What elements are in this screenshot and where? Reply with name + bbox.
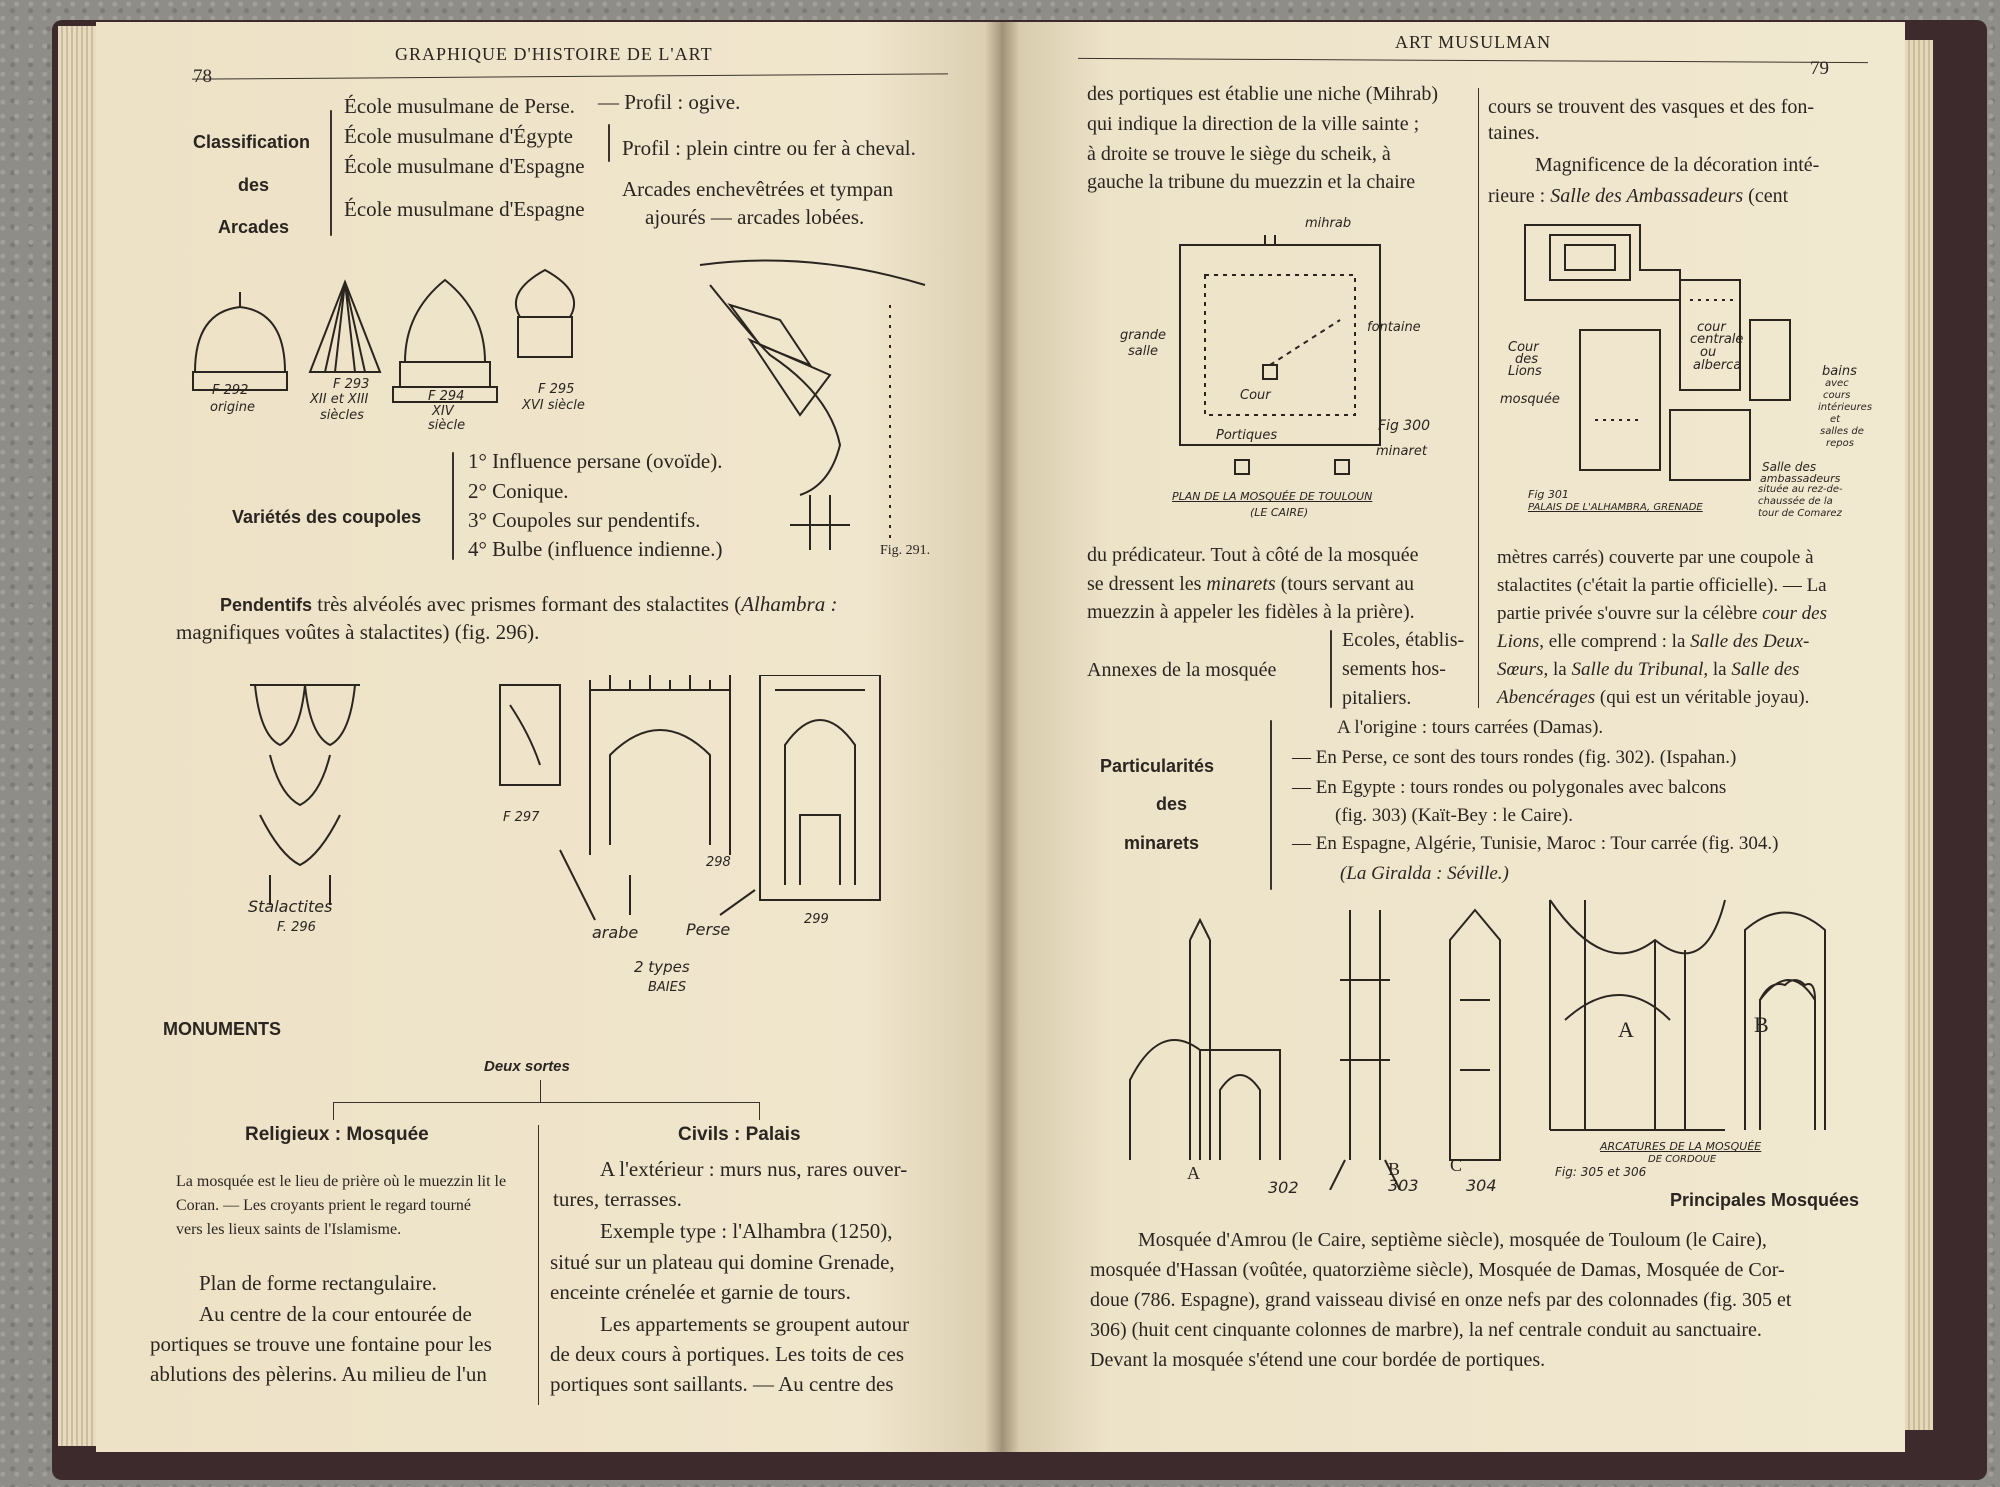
annexes-item-1: Ecoles, établis- (1342, 629, 1465, 651)
right-column-divider (1478, 88, 1479, 708)
plan300-portiques: Portiques (1216, 428, 1278, 443)
profile-4: ajourés — arcades lobées. (645, 205, 865, 229)
plan300-minaret: minaret (1376, 444, 1427, 459)
stalactites-bays-sketch (240, 675, 900, 945)
col2-mid-5c: Salle du Tribunal (1571, 659, 1704, 680)
col1-mid-2a: se dressent les (1087, 573, 1207, 595)
plan301-avec: avec (1825, 378, 1849, 389)
closing-4: 306) (huit cent cinquante colonnes de marbre), la nef centrale conduit au sanctuaire. (1090, 1319, 1762, 1341)
plan301-caption: PALAIS DE L'ALHAMBRA, GRENADE (1528, 502, 1703, 513)
religieux-note-1: La mosquée est le lieu de prière où le muezzin lit le (176, 1173, 507, 1190)
bulb-dome-sketch (500, 262, 600, 372)
col2-mid-4 (1497, 628, 1809, 656)
closing-5: Devant la mosquée s'étend une cour bordée de portiques. (1090, 1349, 1546, 1371)
col1-mid-1: du prédicateur. Tout à côté de la mosquée (1087, 544, 1419, 566)
minarets-line-6: (La Giralda : Séville.) (1340, 863, 1509, 884)
profile-2: Profil : plein cintre ou fer à cheval. (622, 136, 916, 160)
religieux-body-3: portiques se trouve une fontaine pour les (150, 1332, 492, 1356)
col2-mid-6a: Abencérages (1497, 687, 1596, 708)
col1-top-2: qui indique la direction de la ville sainte ; (1087, 113, 1420, 135)
civils-body-5: enceinte crénelée et garnie de tours. (550, 1280, 851, 1304)
right-running-head: ART MUSULMAN (1395, 32, 1552, 52)
col2-top-3: Magnificence de la décoration inté- (1535, 154, 1820, 176)
plan301-cours: cours (1823, 390, 1851, 401)
civils-title: Civils : Palais (678, 1124, 801, 1145)
col2-mid-5e: Salle des (1731, 659, 1800, 680)
plan301-salle-des: Salle des (1762, 460, 1817, 474)
f297-label: F 297 (503, 810, 540, 825)
religieux-body-1: Plan de forme rectangulaire. (199, 1271, 437, 1295)
school-2: École musulmane d'Égypte (344, 124, 573, 148)
col2-mid-2: stalactites (c'était la partie officielle). — La (1497, 575, 1827, 596)
annexes-item-3: pitaliers. (1342, 687, 1412, 709)
minarets-label-3: minarets (1124, 833, 1200, 853)
plan301-centrale: centrale (1690, 332, 1744, 347)
fig-291-caption: Fig. 291. (880, 543, 931, 558)
stalactites-label: Stalactites (248, 897, 333, 916)
fig303-number: 303 (1388, 1176, 1419, 1195)
plan300-cour: Cour (1240, 388, 1271, 403)
civils-body-8: portiques sont saillants. — Au centre des (550, 1372, 894, 1396)
plan300-caption: PLAN DE LA MOSQUÉE DE TOULOUN (1172, 490, 1373, 503)
plan301-et: et (1830, 414, 1841, 425)
closing-1: Mosquée d'Amrou (le Caire, septième siècle), mosquée de Touloum (le Caire), (1138, 1229, 1767, 1251)
plan301-salles: salles de (1820, 426, 1864, 437)
plan300-fig: Fig 300 (1378, 418, 1431, 434)
caption-f294-siecle: siècle (428, 418, 466, 433)
col2-mid-6 (1497, 684, 1809, 712)
fig304-number: 304 (1466, 1176, 1497, 1195)
plan301-fig: Fig 301 (1528, 488, 1569, 501)
col2-mid-1: mètres carrés) couverte par une coupole à (1497, 547, 1814, 568)
religieux-note-3: vers les lieux saints de l'Islamisme. (176, 1221, 402, 1238)
closing-3: doue (786. Espagne), grand vaisseau divisé en onze nefs par des colonnades (fig. 305 et (1090, 1289, 1792, 1311)
fig304-c: C (1450, 1155, 1463, 1175)
col2-mid-3 (1497, 600, 1827, 628)
civils-body-4: situé sur un plateau qui domine Grenade, (550, 1250, 895, 1274)
principales-heading: Principales Mosquées (1670, 1190, 1860, 1210)
annexes-label: Annexes de la mosquée (1087, 659, 1277, 681)
minarets-line-1: A l'origine : tours carrées (Damas). (1337, 717, 1604, 738)
pendentifs-italic: Alhambra : (741, 592, 838, 616)
col2-mid-5a: Sœurs (1497, 659, 1544, 680)
col2-top-2: taines. (1488, 122, 1540, 144)
col1-mid-2 (1087, 570, 1414, 598)
col2-mid-4b: , elle comprend : la (1539, 631, 1691, 652)
profile-1: — Profil : ogive. (598, 90, 741, 114)
col2-mid-6b: (qui est un véritable joyau). (1595, 687, 1810, 708)
coupole-item-2: 2° Conique. (468, 479, 569, 503)
left-running-head: GRAPHIQUE D'HISTOIRE DE L'ART (395, 44, 713, 64)
arcades-sub: DE CORDOUE (1648, 1154, 1717, 1165)
col1-mid-2b: minarets (1206, 573, 1276, 595)
minarets-brace (1270, 720, 1272, 890)
closing-2: mosquée d'Hassan (voûtée, quatorzième siècle), Mosquée de Damas, Mosquée de Cor- (1090, 1259, 1785, 1281)
perse-label: Perse (686, 920, 731, 939)
caption-f292-origine: origine (210, 400, 256, 415)
pendentifs-label: Pendentifs (220, 595, 313, 615)
plan301-lions: Lions (1508, 364, 1542, 379)
school-1: École musulmane de Perse. (344, 94, 575, 118)
pendentive-sketch (690, 245, 935, 555)
page-edges-right (1905, 40, 1933, 1430)
tree-stem (540, 1080, 541, 1102)
coupole-item-4: 4° Bulbe (influence indienne.) (468, 537, 723, 561)
classification-label-3: Arcades (218, 217, 290, 237)
school-3: École musulmane d'Espagne (344, 154, 585, 178)
plan301-tour: tour de Comarez (1758, 508, 1842, 519)
deux-sortes-label: Deux sortes (484, 1058, 570, 1075)
caption-f293-century: XII et XIII (310, 392, 369, 407)
col2-mid-5d: , la (1703, 659, 1732, 680)
right-page-number: 79 (1810, 58, 1829, 79)
fig-298-label: 298 (706, 855, 731, 870)
religieux-body-4: ablutions des pèlerins. Au milieu de l'un (150, 1362, 487, 1386)
annexes-item-2: sements hos- (1342, 658, 1446, 680)
pendentifs-text-1: très alvéolés avec prismes formant des stalactites ( (312, 592, 742, 616)
baies-label: BAIES (648, 980, 687, 995)
plan300-sub: (LE CAIRE) (1250, 506, 1309, 519)
civils-body-6: Les appartements se groupent autour (600, 1312, 910, 1336)
classification-brace (330, 110, 332, 236)
tree-left-drop (333, 1102, 334, 1120)
plan301-chaussee: chaussée de la (1758, 496, 1833, 507)
coupole-item-3: 3° Coupoles sur pendentifs. (468, 508, 701, 532)
plan301-bains: bains (1822, 364, 1857, 379)
col1-top-4: gauche la tribune du muezzin et la chaire (1087, 171, 1416, 193)
caption-f294-century: XIV (432, 404, 454, 419)
profile-3: Arcades enchevêtrées et tympan (622, 177, 894, 201)
fig303-b: B (1388, 1159, 1401, 1179)
column-divider (538, 1125, 539, 1405)
classification-label-1: Classification (193, 132, 311, 152)
arabe-label: arabe (592, 923, 639, 942)
col1-mid-3: muezzin à appeler les fidèles à la prière). (1087, 601, 1415, 623)
religieux-body-2: Au centre de la cour entourée de (199, 1302, 472, 1326)
col2-top-1: cours se trouvent des vasques et des fon- (1488, 96, 1815, 118)
plan300-mihrab: mihrab (1305, 216, 1352, 231)
col1-mid-2c: (tours servant au (1275, 573, 1414, 595)
col2-mid-5 (1497, 656, 1799, 684)
col2-mid-4c: Salle des Deux- (1690, 631, 1810, 652)
minarets-line-3: — En Egypte : tours rondes ou polygonales avec balcons (1292, 777, 1727, 798)
arcades-caption: ARCATURES DE LA MOSQUÉE (1600, 1140, 1762, 1153)
civils-body-2: tures, terrasses. (553, 1187, 682, 1211)
profile-brace (608, 124, 610, 162)
caption-f293-siecles: siècles (320, 408, 364, 423)
plan301-interieures: intérieures (1818, 402, 1873, 413)
col2-mid-5b: , la (1543, 659, 1572, 680)
caption-f293: F 293 (333, 377, 370, 392)
plan301-ambassadeurs: ambassadeurs (1760, 472, 1841, 485)
coupoles-label: Variétés des coupoles (232, 507, 422, 527)
coupoles-brace (452, 452, 454, 560)
arcades-fig: Fig: 305 et 306 (1555, 1165, 1647, 1179)
pendentifs-line-2: magnifiques voûtes à stalactites) (fig. 296). (176, 620, 540, 644)
page-edges-left (58, 26, 98, 1446)
pendentifs-line-1 (220, 590, 837, 619)
plan301-cour2: cour (1697, 320, 1726, 335)
annexes-brace (1330, 630, 1332, 708)
civils-body-7: de deux cours à portiques. Les toits de ces (550, 1342, 904, 1366)
left-page-number: 78 (193, 66, 212, 87)
plan300-fontaine: fontaine (1367, 320, 1421, 335)
tree-right-drop (759, 1102, 760, 1120)
plan-300-sketch (1175, 235, 1385, 475)
plan300-salle: salle (1128, 344, 1158, 359)
caption-f295-siecle: XVI siècle (522, 398, 585, 413)
types-label: 2 types (634, 958, 690, 976)
plan300-grande: grande (1120, 328, 1167, 343)
minarets-line-5: — En Espagne, Algérie, Tunisie, Maroc : Tour carrée (fig. 304.) (1292, 833, 1779, 854)
col2-top-4c: (cent (1743, 185, 1789, 207)
plan301-ou: ou (1700, 345, 1717, 360)
minarets-sketch (1120, 900, 1520, 1190)
col2-mid-4a: Lions (1497, 631, 1540, 652)
col2-top-4b: Salle des Ambassadeurs (1550, 185, 1744, 207)
coupole-item-1: 1° Influence persane (ovoïde). (468, 449, 723, 473)
plan-301-sketch (1520, 220, 1850, 500)
caption-f295: F 295 (538, 382, 575, 397)
col2-top-4 (1488, 182, 1788, 210)
caption-f294: F 294 (428, 389, 465, 404)
arcade-a-label: A (1618, 1017, 1634, 1042)
f296-label: F. 296 (277, 920, 316, 935)
civils-body-1: A l'extérieur : murs nus, rares ouver- (600, 1157, 908, 1181)
col2-mid-3b: cour des (1762, 603, 1827, 624)
arcade-b-label: B (1754, 1012, 1769, 1037)
fig302-number: 302 (1268, 1178, 1299, 1197)
col2-top-4a: rieure : (1488, 185, 1551, 207)
book-gutter (985, 22, 1020, 1452)
tree-bar (333, 1102, 759, 1103)
minarets-line-4: (fig. 303) (Kaït-Bey : le Caire). (1335, 805, 1573, 826)
monuments-heading: MONUMENTS (163, 1019, 281, 1039)
plan301-repos: repos (1826, 438, 1854, 449)
col2-mid-3a: partie privée s'ouvre sur la célèbre (1497, 603, 1763, 624)
minarets-label-1: Particularités (1100, 756, 1215, 776)
classification-label-2: des (238, 175, 270, 195)
minarets-line-2: — En Perse, ce sont des tours rondes (fig. 302). (Ispahan.) (1292, 747, 1737, 768)
fig302-a: A (1187, 1163, 1200, 1183)
religieux-note-2: Coran. — Les croyants prient le regard tourné (176, 1197, 472, 1214)
caption-f292: F 292 (212, 383, 249, 398)
plan301-cour: Cour (1508, 340, 1539, 355)
plan301-des: des (1515, 352, 1539, 367)
col1-top-1: des portiques est établie une niche (Mihrab) (1087, 83, 1438, 105)
col1-top-3: à droite se trouve le siège du scheik, à (1087, 143, 1391, 165)
plan301-situee: située au rez-de- (1758, 484, 1843, 495)
plan301-alberca: alberca (1693, 358, 1742, 373)
arcades-sketch (1545, 890, 1865, 1140)
religieux-title: Religieux : Mosquée (245, 1124, 429, 1145)
civils-body-3: Exemple type : l'Alhambra (1250), (600, 1219, 893, 1243)
minarets-label-2: des (1156, 794, 1188, 814)
fig-299-label: 299 (804, 912, 829, 927)
plan301-mosquee: mosquée (1500, 392, 1560, 407)
school-4: École musulmane d'Espagne (344, 197, 585, 221)
